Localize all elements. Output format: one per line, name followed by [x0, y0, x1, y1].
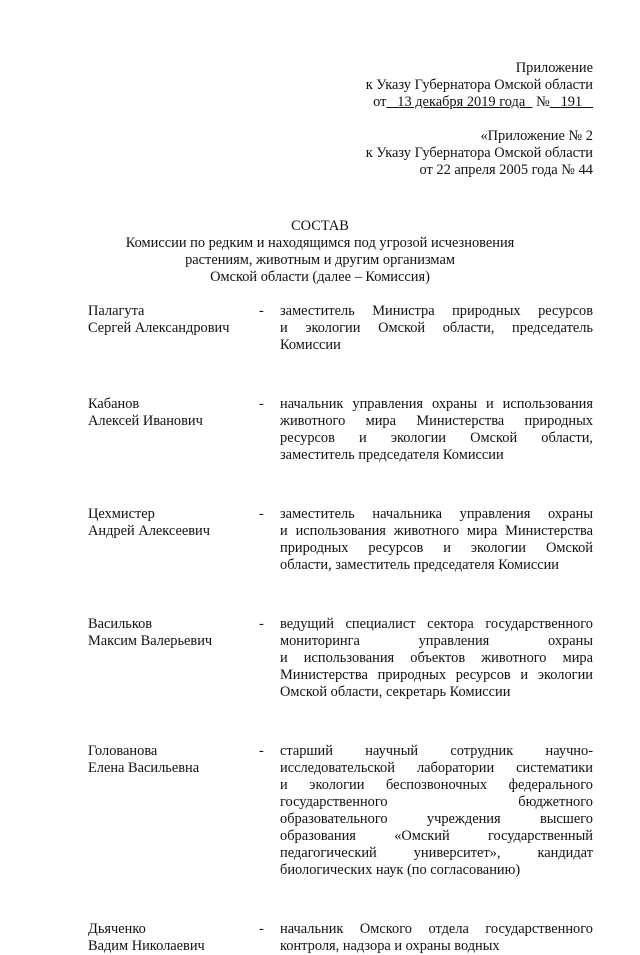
member-position-line: и экологии беспозвоночных федерального: [280, 777, 593, 793]
member-given-names: Вадим Николаевич: [88, 938, 205, 954]
member-position: [280, 506, 593, 574]
member-position-line: мониторинга управления охраны: [280, 633, 593, 649]
member-position-line: заместитель Министра природных ресурсов: [280, 303, 593, 319]
member-position-line: контроля, надзора и охраны водных: [280, 938, 500, 954]
member-position-line: Министерства природных ресурсов и экологии: [280, 667, 593, 683]
member-position-line: начальник Омского отдела государственного: [280, 921, 593, 937]
member-name: [88, 396, 258, 430]
member-position-line: государственного бюджетного: [280, 794, 593, 810]
member-position-line: заместитель начальника управления охраны: [280, 506, 593, 522]
member-entry: [88, 396, 593, 464]
member-position-line: животного мира Министерства природных: [280, 413, 593, 429]
member-surname: Цехмистер: [88, 506, 155, 522]
member-surname: Васильков: [88, 616, 153, 632]
member-position-line: Омской области, секретарь Комиссии: [280, 684, 511, 700]
member-entry: [88, 616, 593, 701]
member-position: [280, 921, 593, 955]
member-entry: [88, 743, 593, 879]
appendix-from-prefix: от: [373, 94, 387, 110]
member-position-line: Комиссии: [280, 337, 341, 353]
member-given-names: Алексей Иванович: [88, 413, 203, 429]
member-dash: -: [259, 616, 264, 632]
member-position-line: образования «Омский государственный: [280, 828, 593, 844]
members-list: [88, 303, 593, 955]
member-surname: Голованова: [88, 743, 158, 759]
member-given-names: Сергей Александрович: [88, 320, 230, 336]
member-position-line: и использования животного мира Министерства: [280, 523, 593, 539]
member-dash: -: [259, 921, 264, 937]
member-position-line: старший научный сотрудник научно-: [280, 743, 593, 759]
appendix-date: 13 декабря 2019 года: [397, 94, 526, 110]
member-dash: -: [259, 506, 264, 522]
heading-line-2: растениям, животным и другим организмам: [185, 252, 455, 268]
member-dash: -: [259, 303, 264, 319]
member-name: [88, 616, 258, 650]
member-position: [280, 396, 593, 464]
member-position-line: образовательного учреждения высшего: [280, 811, 593, 827]
member-dash: -: [259, 743, 264, 759]
member-name: [88, 743, 258, 777]
member-position-line: природных ресурсов и экологии Омской: [280, 540, 593, 556]
member-name: [88, 506, 258, 540]
heading-line-1: Комиссии по редким и находящимся под угрозой исчезновения: [125, 235, 515, 251]
appendix-date-line: [366, 94, 593, 111]
member-surname: Дьяченко: [88, 921, 146, 937]
member-position-line: начальник управления охраны и использования: [280, 396, 593, 412]
heading-line-3: Омской области (далее – Комиссия): [210, 269, 430, 285]
member-position-line: ведущий специалист сектора государственного: [280, 616, 593, 632]
appendix-block: [366, 60, 593, 111]
member-given-names: Андрей Алексеевич: [88, 523, 210, 539]
member-name: [88, 921, 258, 955]
member-position-line: исследовательской лаборатории систематики: [280, 760, 593, 776]
member-position-line: и использования объектов животного мира: [280, 650, 593, 666]
member-given-names: Елена Васильевна: [88, 760, 200, 776]
heading-title: СОСТАВ: [291, 218, 349, 234]
member-name: [88, 303, 258, 337]
member-surname: Кабанов: [88, 396, 140, 412]
member-position: [280, 303, 593, 354]
member-position-line: области, заместитель председателя Комиссии: [280, 557, 559, 573]
member-position-line: и экологии Омской области, председатель: [280, 320, 593, 336]
appendix2-decree-ref: к Указу Губернатора Омской области: [365, 145, 593, 161]
appendix2-date: от 22 апреля 2005 года № 44: [419, 162, 593, 178]
member-dash: -: [259, 396, 264, 412]
appendix2-label: «Приложение № 2: [480, 128, 593, 144]
member-position-line: педагогический университет», кандидат: [280, 845, 593, 861]
appendix-number: 191: [560, 94, 583, 110]
member-given-names: Максим Валерьевич: [88, 633, 213, 649]
appendix-number-sign: №: [536, 94, 550, 110]
member-position-line: заместитель председателя Комиссии: [280, 447, 504, 463]
member-entry: [88, 921, 593, 955]
appendix-decree-ref: к Указу Губернатора Омской области: [365, 77, 593, 93]
member-entry: [88, 303, 593, 354]
heading: [0, 218, 640, 286]
member-position: [280, 616, 593, 701]
appendix-label: Приложение: [515, 60, 593, 76]
member-entry: [88, 506, 593, 574]
appendix2-block: [366, 128, 593, 179]
member-position-line: биологических наук (по согласованию): [280, 862, 521, 878]
member-position-line: ресурсов и экологии Омской области,: [280, 430, 593, 446]
member-surname: Палагута: [88, 303, 145, 319]
member-position: [280, 743, 593, 879]
